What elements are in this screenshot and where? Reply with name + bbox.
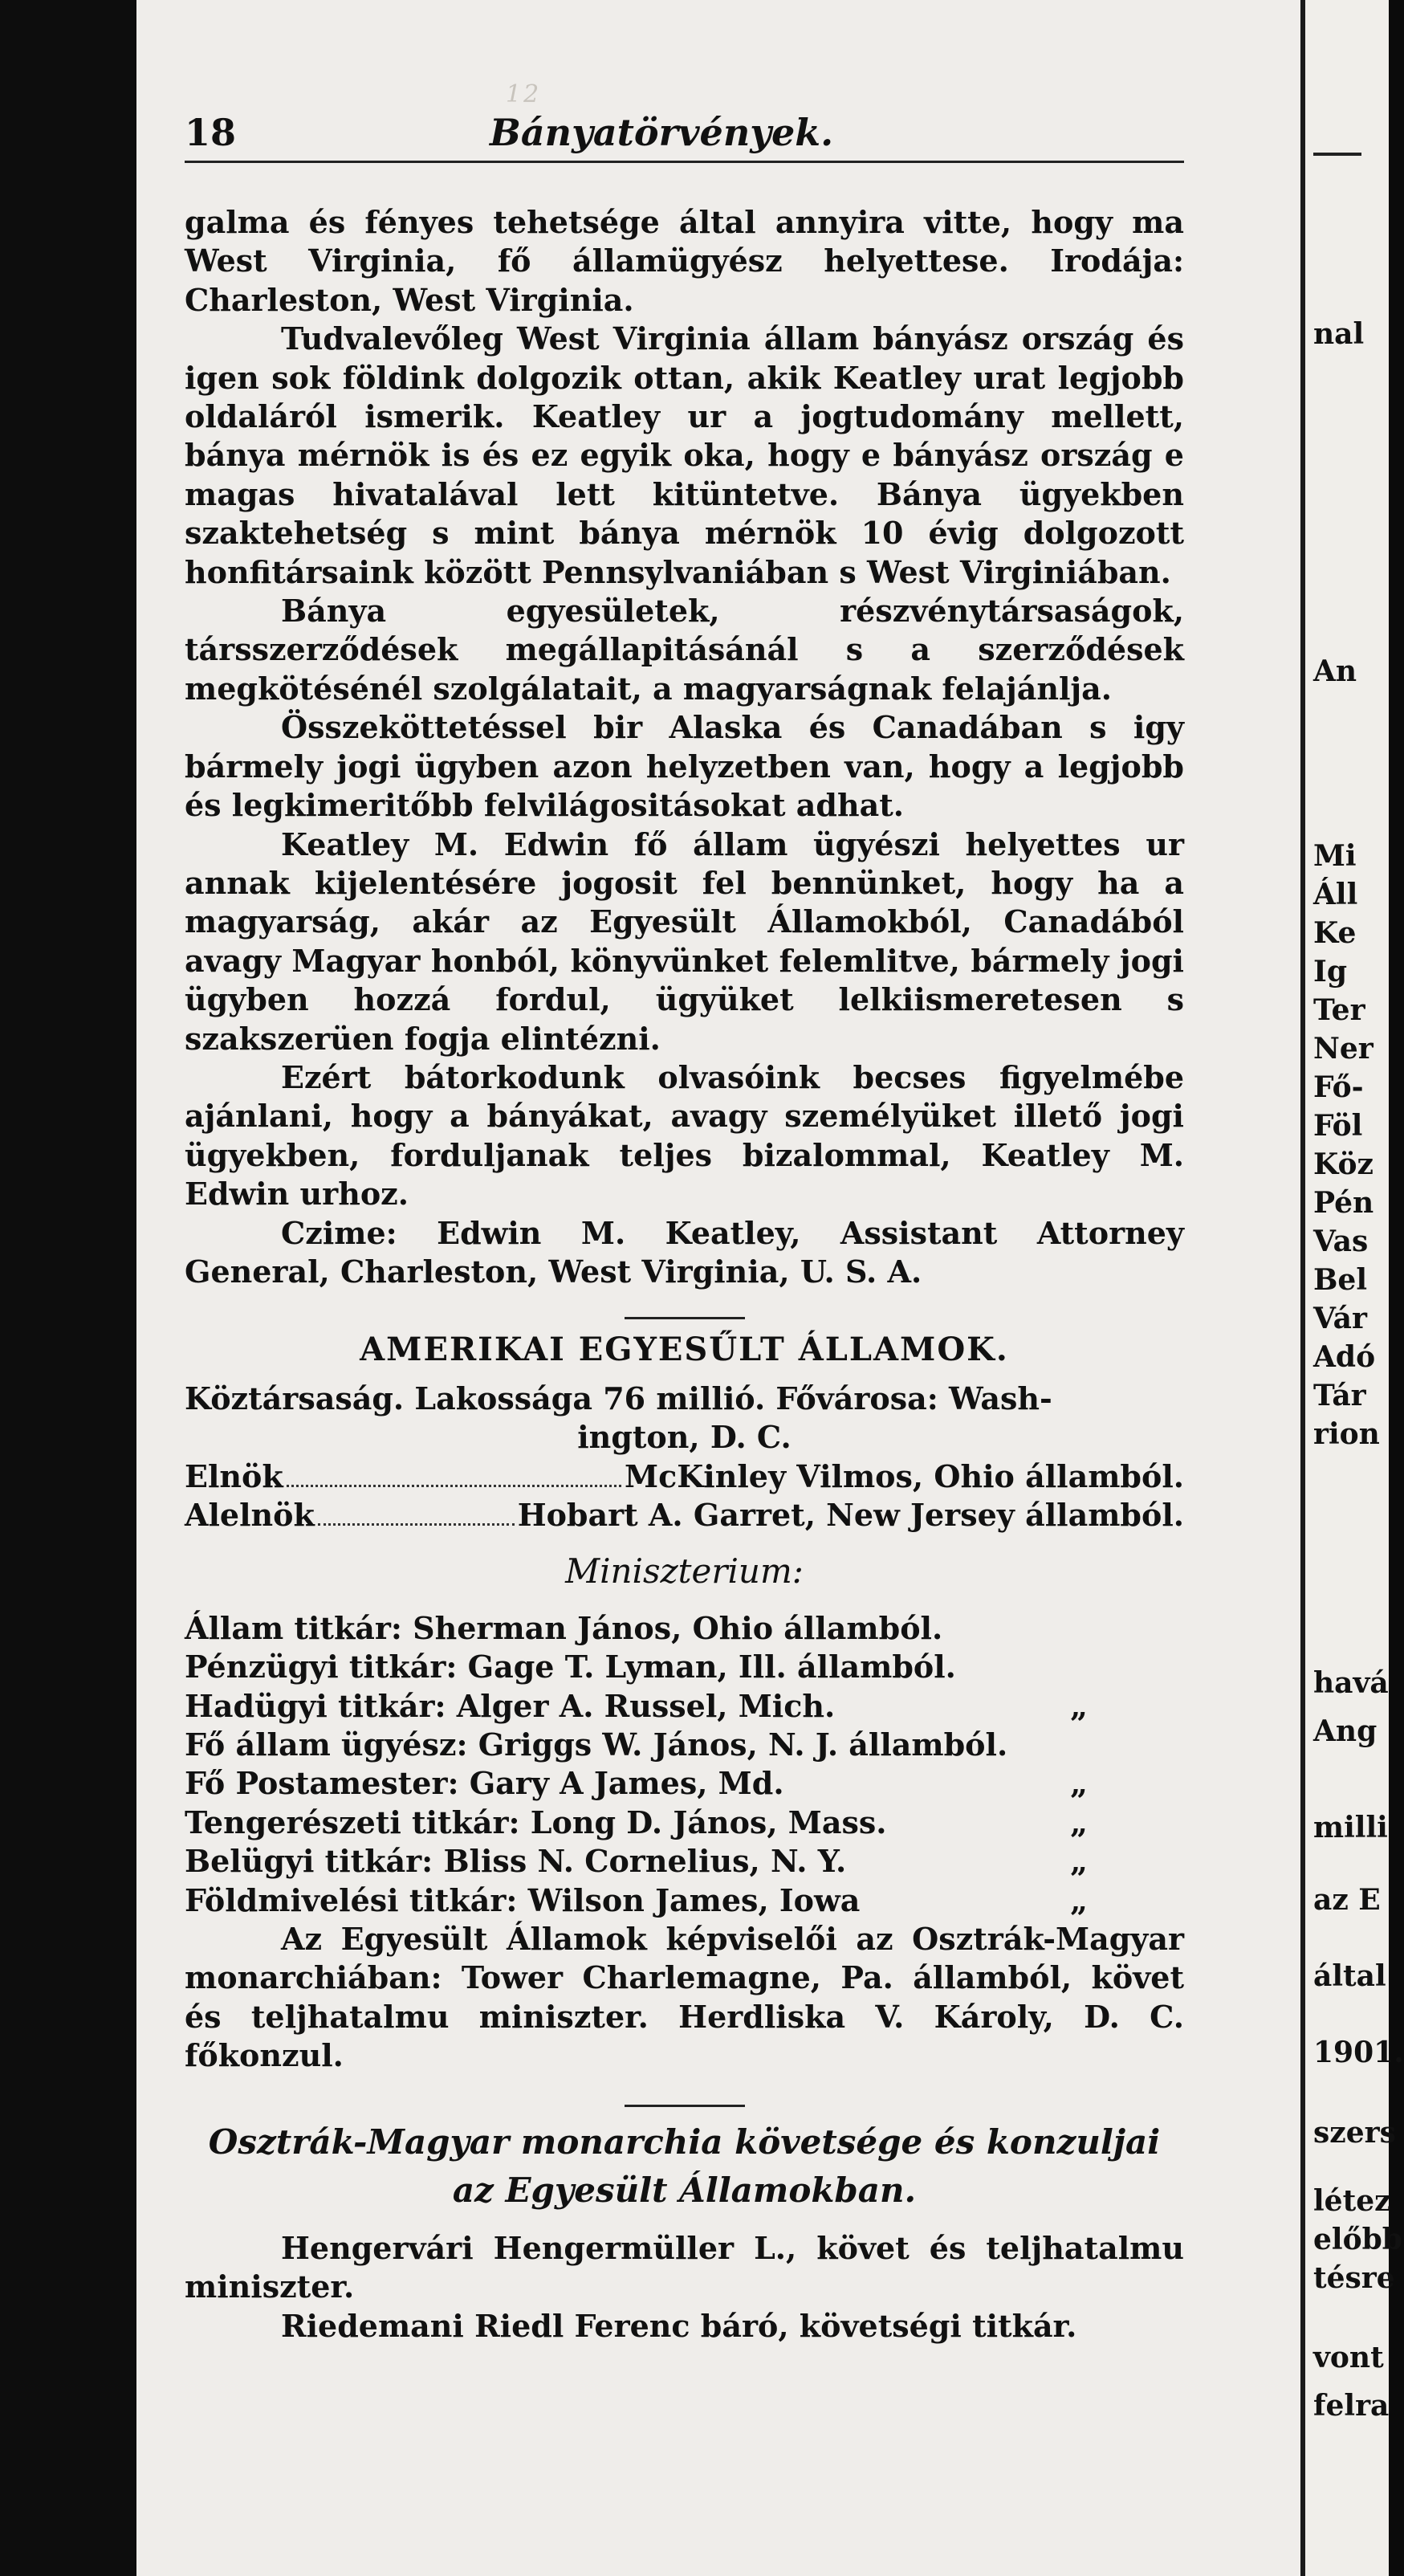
- adjacent-fragment: havá: [1313, 1666, 1389, 1700]
- adjacent-fragment: Ter: [1313, 993, 1365, 1027]
- paragraph: Bánya egyesületek, részvénytársaságok, társszerződések megállapitásánál s a szerződések megkötésénél szolgálatait, a magyarságnak felajánlja.: [185, 593, 1184, 707]
- paragraph: Tudvalevőleg West Virginia állam bányász ország és igen sok földink dolgozik ottan, akik Keatley urat legjobb oldaláról ismerik. Keatley ur a jogtudomány mellett, bánya mérnök is és ez egyik oka, hogy e bányász ország e magas hivatalával lett kitüntetve. Bánya ügyekben szaktehetség s mint bánya mérnök 10 évig dolgozott honfitársaink között Pennsylvaniában s West Virginiában.: [185, 320, 1184, 590]
- paragraph: Czime: Edwin M. Keatley, Assistant Attorney General, Charleston, West Virginia, U. S. A.: [185, 1214, 1184, 1290]
- adjacent-fragment: An: [1313, 654, 1357, 688]
- page-column: [185, 96, 1184, 2346]
- adjacent-fragment: Vas: [1313, 1225, 1369, 1258]
- minister-row: [185, 1687, 1184, 1726]
- adjacent-fragment: Ang: [1313, 1714, 1378, 1748]
- adjacent-fragment: nal: [1313, 317, 1365, 351]
- adjacent-fragment: szers: [1313, 2116, 1396, 2150]
- minister-text: Hadügyi titkár: Alger A. Russel, Mich.: [185, 1687, 836, 1724]
- vice-president-label: Alelnök: [185, 1497, 315, 1533]
- adjacent-fragment: az E: [1313, 1883, 1381, 1917]
- leader-dots: [318, 1523, 515, 1526]
- paragraph: galma és fényes tehetsége által annyira vitte, hogy ma West Virginia, fő államügyész helyettese. Irodája: Charleston, West Virginia.: [185, 204, 1184, 318]
- republic-line: Köztársaság. Lakossága 76 millió. Fővárosa: Wash-: [185, 1380, 1052, 1416]
- adjacent-fragment: Vár: [1313, 1302, 1367, 1335]
- ministry-title: Miniszterium:: [565, 1551, 804, 1592]
- minister-text: Pénzügyi titkár: Gage T. Lyman, Ill. államból.: [185, 1649, 956, 1685]
- adjacent-rule: [1313, 153, 1361, 156]
- adjacent-fragment: Ner: [1313, 1032, 1373, 1066]
- paragraph: Keatley M. Edwin fő állam ügyészi helyettes ur annak kijelentésére jogosit fel bennünket, hogy ha a magyarság, akár az Egyesült Államokból, Canadából avagy Magyar honból, könyvünket felemlitve, bármely jogi ügyben hozzá fordul, ügyüket lelkiismeretesen s szakszerüen fogja elintézni.: [185, 825, 1184, 1057]
- running-header: [185, 96, 1184, 163]
- minister-row: [185, 1764, 1184, 1803]
- adjacent-fragment: Adó: [1313, 1340, 1376, 1374]
- adjacent-fragment: Tár: [1313, 1379, 1366, 1412]
- adjacent-fragment: által: [1313, 1959, 1386, 1993]
- adjacent-fragment: Ke: [1313, 916, 1357, 950]
- paragraph: Összeköttetéssel bir Alaska és Canadában s igy bármely jogi ügyben azon helyzetben van, hogy a legjobb és legkimeritőbb felvilágositásokat adhat.: [185, 709, 1184, 824]
- embassy-entry: Hengervári Hengermüller L., követ és teljhatalmu miniszter.: [185, 2229, 1184, 2305]
- vice-president-row: [185, 1496, 1184, 1535]
- paragraph: Ezért bátorkodunk olvasóink becses figyelmébe ajánlani, hogy a bányákat, avagy személyüket illető jogi ügyekben, forduljanak teljes bizalommal, Keatley M. Edwin urhoz.: [185, 1058, 1184, 1213]
- embassy-title-line: Osztrák-Magyar monarchia követsége és konzuljai: [208, 2122, 1161, 2162]
- minister-text: Állam titkár: Sherman János, Ohio államból.: [185, 1609, 943, 1646]
- ditto-mark: [1088, 1726, 1184, 1764]
- president-label: Elnök: [185, 1457, 283, 1494]
- president-value: McKinley Vilmos, Ohio államból.: [625, 1457, 1184, 1494]
- minister-row: [185, 1726, 1184, 1764]
- ditto-mark: „: [1070, 1881, 1088, 1918]
- adjacent-fragment: Áll: [1313, 878, 1358, 911]
- page-body: [185, 203, 1184, 2346]
- section-divider: [625, 1317, 745, 1319]
- president-row: [185, 1457, 1184, 1496]
- ditto-mark: „: [1070, 1687, 1088, 1724]
- representatives-paragraph: Az Egyesült Államok képviselői az Osztrák-Magyar monarchiában: Tower Charlemagne, Pa. államból, követ és teljhatalmu miniszter. Herdliska V. Károly, D. C. főkonzul.: [185, 1921, 1184, 2074]
- minister-text: Fő állam ügyész: Griggs W. János, N. J. államból.: [185, 1726, 1008, 1763]
- adjacent-fragment: Ig: [1313, 955, 1348, 988]
- leader-dots: [287, 1485, 621, 1487]
- running-title: Bányatörvények.: [490, 111, 834, 154]
- minister-row: [185, 1609, 1184, 1648]
- embassy-title: [185, 2118, 1184, 2215]
- adjacent-fragment: Fő-: [1313, 1070, 1364, 1104]
- minister-text: Tengerészeti titkár: Long D. János, Mass.: [185, 1804, 887, 1840]
- scan-border-left: [0, 0, 136, 2576]
- ditto-mark: „: [1070, 1765, 1088, 1802]
- minister-row: [185, 1881, 1184, 1920]
- minister-row: [185, 1648, 1184, 1686]
- adjacent-fragment: rion: [1313, 1417, 1380, 1451]
- adjacent-fragment: milli: [1313, 1811, 1388, 1844]
- minister-text: Belügyi titkár: Bliss N. Cornelius, N. Y.: [185, 1843, 847, 1880]
- ditto-mark: [1088, 1648, 1184, 1686]
- adjacent-fragment: Bel: [1313, 1263, 1368, 1297]
- ditto-mark: „: [1070, 1843, 1088, 1880]
- minister-row: [185, 1804, 1184, 1842]
- republic-line-cont: ington, D. C.: [577, 1419, 792, 1456]
- vice-president-value: Hobart A. Garret, New Jersey államból.: [517, 1497, 1184, 1533]
- adjacent-fragment: 1901.: [1313, 2036, 1404, 2069]
- page-number: 18: [185, 111, 237, 154]
- embassy-entry: Riedemani Riedl Ferenc báró, követségi titkár.: [281, 2307, 1077, 2344]
- minister-text: Földmivelési titkár: Wilson James, Iowa: [185, 1881, 861, 1918]
- adjacent-fragment: tésre: [1313, 2261, 1395, 2295]
- adjacent-fragment: Pén: [1313, 1186, 1374, 1220]
- section-title-usa: AMERIKAI EGYESŰLT ÁLLAMOK.: [360, 1331, 1009, 1369]
- minister-row: [185, 1842, 1184, 1881]
- adjacent-fragment: vont: [1313, 2341, 1384, 2374]
- section-divider: [625, 2105, 745, 2107]
- adjacent-fragment: Föl: [1313, 1109, 1363, 1143]
- bleed-through-text: 12: [506, 80, 542, 108]
- adjacent-fragment: létez: [1313, 2184, 1391, 2218]
- adjacent-page-strip: [1300, 0, 1404, 2576]
- ditto-mark: [1088, 1609, 1184, 1648]
- minister-text: Fő Postamester: Gary A James, Md.: [185, 1765, 784, 1802]
- adjacent-fragment: Mi: [1313, 839, 1357, 873]
- embassy-title-line: az Egyesült Államokban.: [452, 2170, 917, 2210]
- ditto-mark: „: [1070, 1804, 1088, 1840]
- adjacent-fragment: előbb: [1313, 2223, 1402, 2256]
- adjacent-fragment: Köz: [1313, 1147, 1373, 1181]
- adjacent-fragment: felra: [1313, 2389, 1390, 2423]
